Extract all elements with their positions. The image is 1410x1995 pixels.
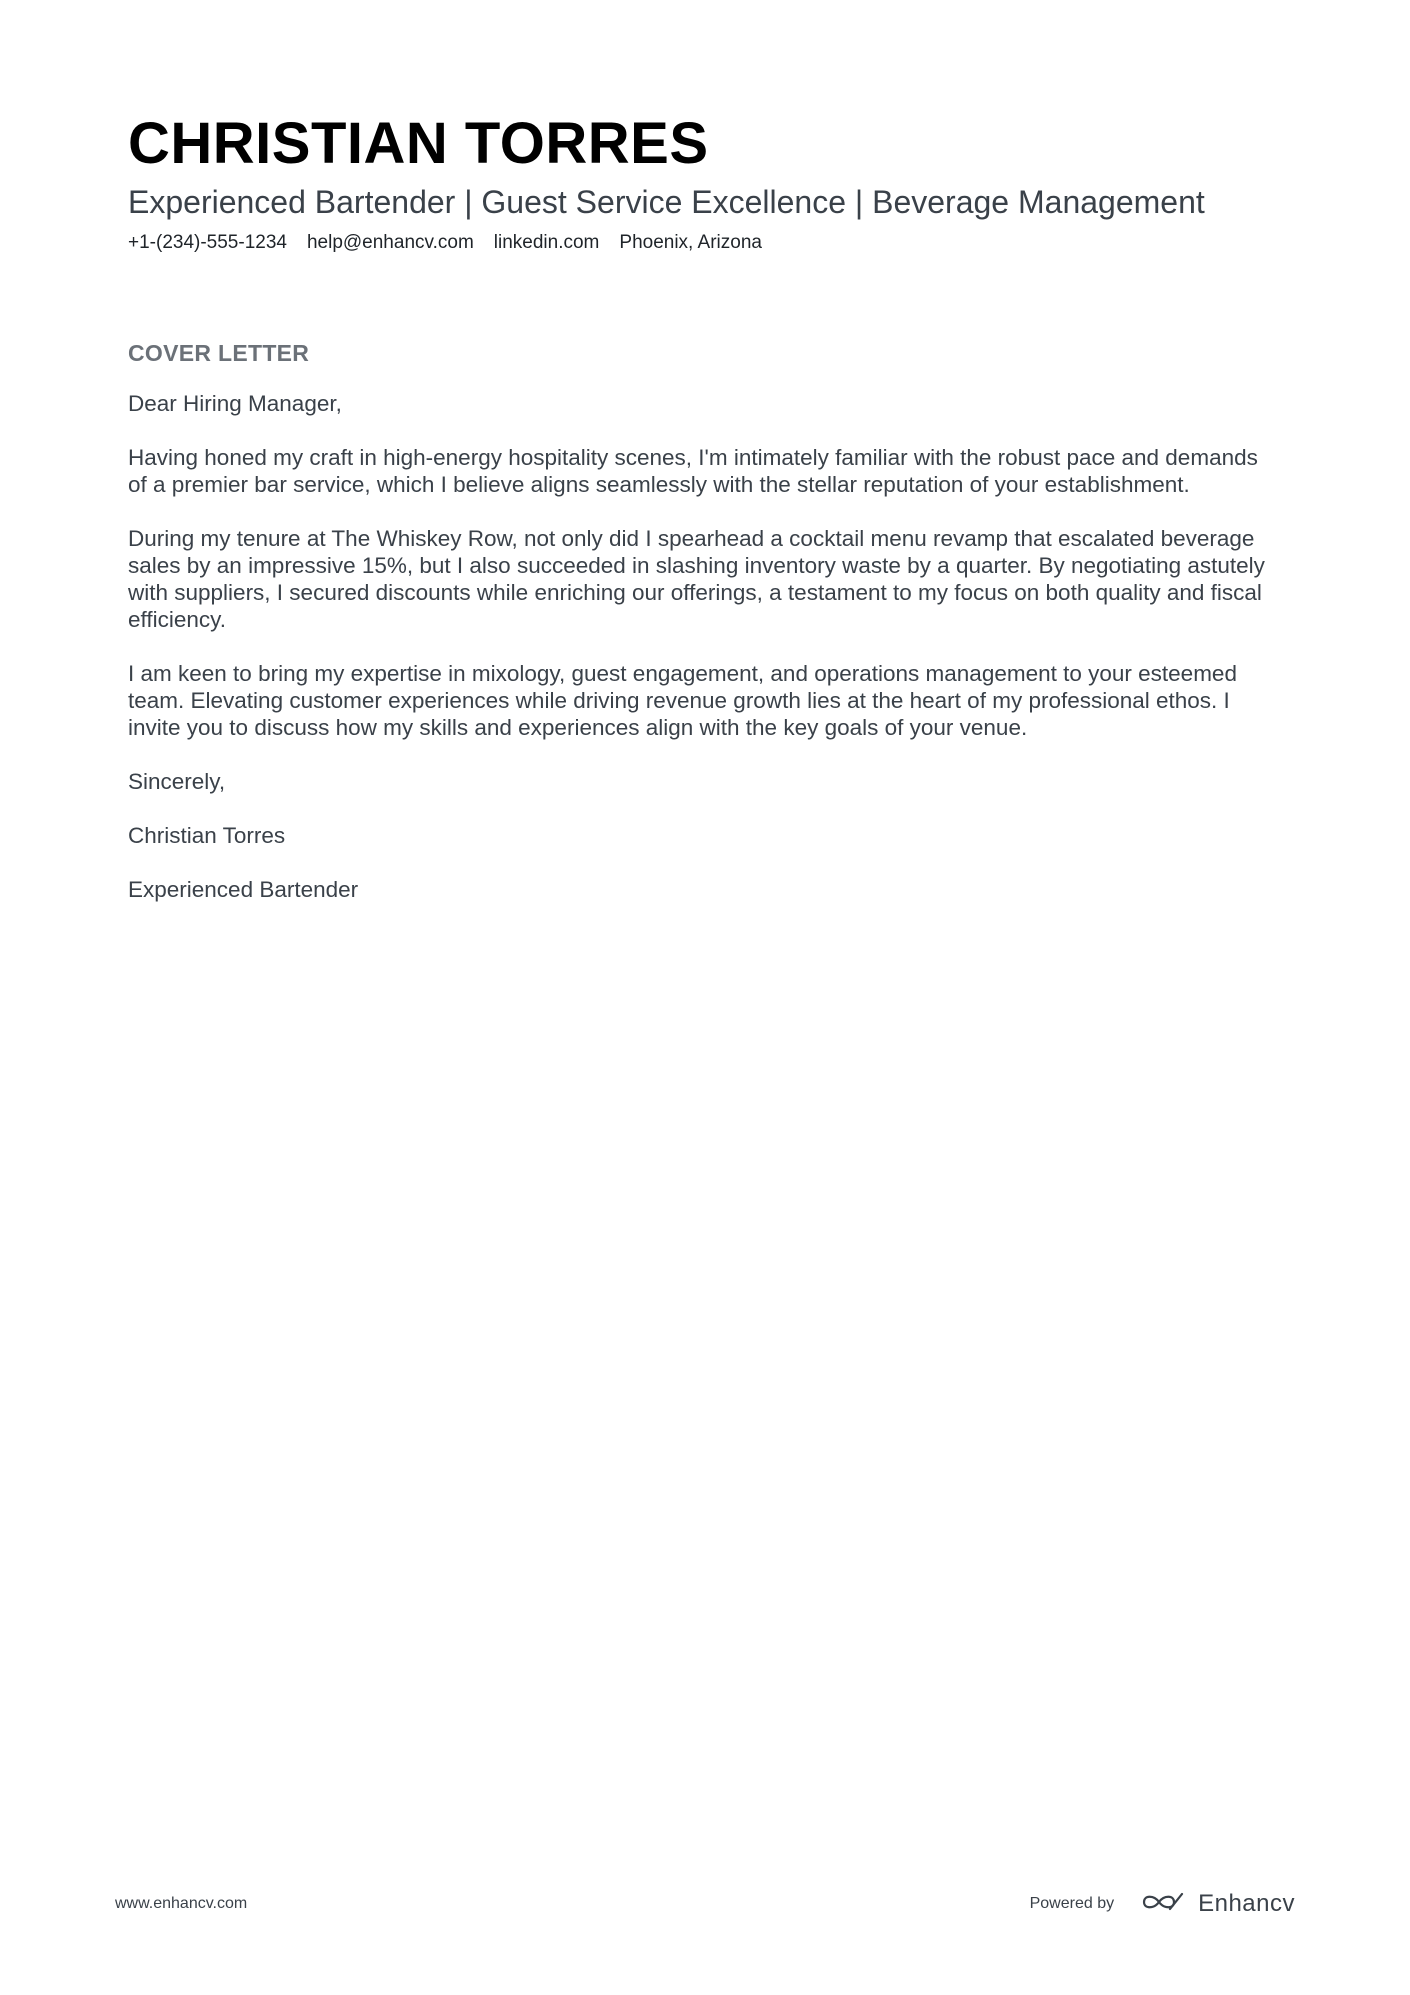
letter-paragraph: I am keen to bring my expertise in mixology, guest engagement, and operations management to your esteemed team. Elevating customer experiences while driving revenue growth lies at the heart of my professional ethos. I invite you to discuss how my skills and experiences align with the key goals of your venue.	[128, 661, 1237, 740]
contact-location: Phoenix, Arizona	[619, 232, 762, 253]
footer-website: www.enhancv.com	[115, 1895, 248, 1912]
letter-body	[128, 390, 1278, 903]
applicant-name: CHRISTIAN TORRES	[128, 111, 709, 176]
letter-paragraph: During my tenure at The Whiskey Row, not only did I spearhead a cocktail menu revamp that escalated beverage sales by an impressive 15%, but I also succeeded in slashing inventory waste by a quarter. By negotiating astutely with suppliers, I secured discounts while enriching our offerings, a testament to my focus on both quality and fiscal efficiency.	[128, 526, 1265, 632]
signature-name: Christian Torres	[128, 823, 286, 848]
brand-lockup	[1140, 1890, 1295, 1919]
enhancv-logo-icon	[1140, 1890, 1186, 1919]
letter-closing: Sincerely,	[128, 769, 226, 794]
signature-title: Experienced Bartender	[128, 877, 359, 902]
letter-greeting: Dear Hiring Manager,	[128, 391, 342, 416]
contact-row	[128, 230, 1278, 256]
page-footer	[115, 1886, 1295, 1922]
footer-branding	[1030, 1890, 1295, 1919]
section-title: COVER LETTER	[128, 340, 310, 366]
contact-phone: +1-(234)-555-1234	[128, 232, 287, 253]
applicant-headline: Experienced Bartender | Guest Service Excellence | Beverage Management	[128, 184, 1205, 220]
powered-by-label: Powered by	[1029, 1895, 1115, 1912]
cover-letter-page	[128, 108, 1278, 930]
letter-paragraph: Having honed my craft in high-energy hospitality scenes, I'm intimately familiar with the robust pace and demands of a premier bar service, which I believe aligns seamlessly with the stellar reputation of your establishment.	[128, 445, 1258, 497]
contact-email: help@enhancv.com	[306, 232, 474, 253]
contact-linkedin: linkedin.com	[493, 232, 600, 253]
brand-name: Enhancv	[1198, 1890, 1295, 1917]
